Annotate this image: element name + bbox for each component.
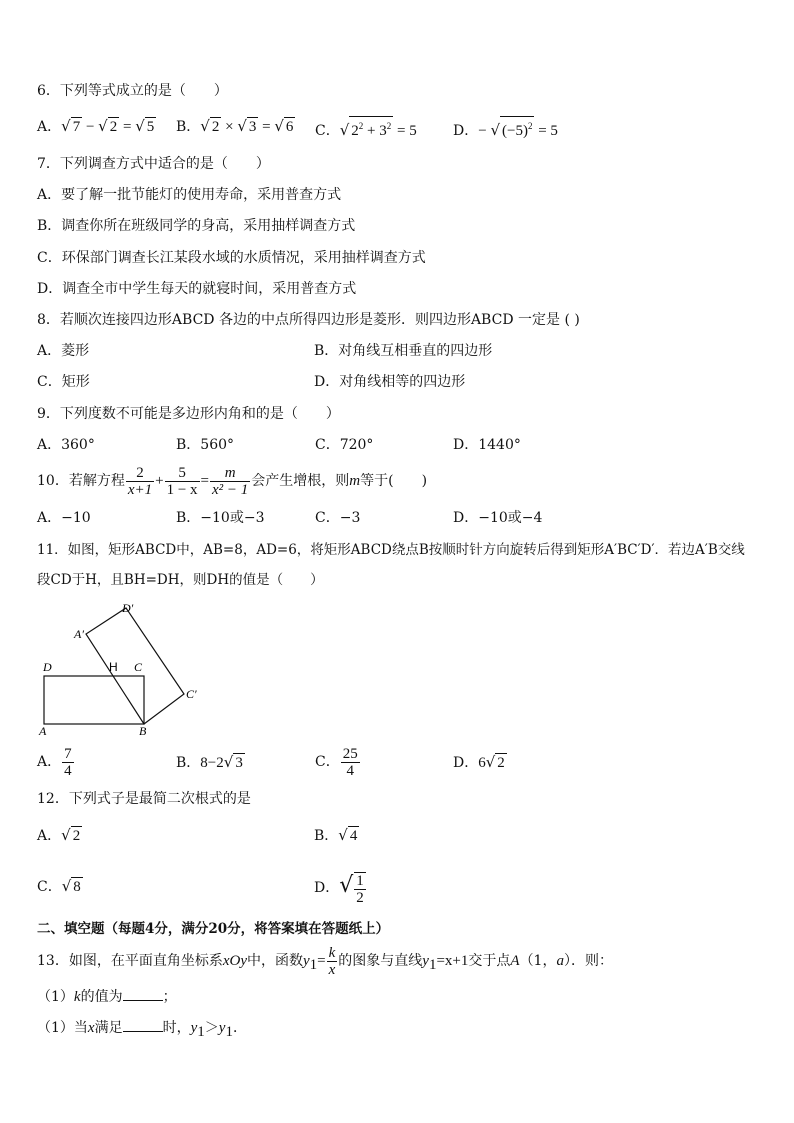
section-2-heading: 二、填空题（每题4分，满分20分，将答案填在答题纸上） bbox=[37, 921, 390, 937]
label-h: H bbox=[109, 660, 118, 674]
q12-stem: 12．下列式子是最简二次根式的是 bbox=[37, 791, 251, 807]
q12-option-c: C．√ 8 bbox=[37, 877, 81, 895]
q9-option-b: B．560° bbox=[176, 437, 235, 453]
label-c: C bbox=[134, 660, 143, 674]
q12-option-d: D．√ $\frac{1}{2}$ bbox=[314, 872, 364, 906]
q11-option-b: B．8−2√ 3 bbox=[176, 753, 243, 771]
q9-option-a: A．360° bbox=[37, 437, 95, 453]
q6-option-b: B．√ 2 × √ 3 = √ 6 bbox=[176, 117, 294, 135]
q13-part-2: （1）当x满足 时，$y_1>y_1$． bbox=[37, 1017, 247, 1042]
q11-stem-line2: 段CD于H，且BH=DH，则DH的值是（ ） bbox=[37, 572, 324, 588]
q7-option-d: D．调查全市中学生每天的就寝时间，采用普查方式 bbox=[37, 281, 357, 297]
q11-stem-line1: 11．如图，矩形ABCD中，AB=8，AD=6，将矩形ABCD绕点B按顺时针方向旋转后得到矩形A′BC′D′．若边A′B交线 bbox=[37, 542, 745, 558]
q9-option-d: D．1440° bbox=[453, 437, 521, 453]
q6-option-c: C．√ $2^2 + 3^2 = 5$ bbox=[315, 116, 417, 141]
q10-option-b: B．−10或−3 bbox=[176, 510, 265, 526]
label-d-prime: D′ bbox=[122, 601, 134, 615]
q10-option-c: C．−3 bbox=[315, 510, 361, 526]
q6-stem: 6．下列等式成立的是（ ） bbox=[37, 83, 228, 99]
q8-option-d: D．对角线相等的四边形 bbox=[314, 374, 466, 390]
q8-option-c: C．矩形 bbox=[37, 374, 90, 390]
q13-stem: 13．如图，在平面直角坐标系xOy中，函数$y_1=$ $\frac{k}{x}$ 的图象与直线$y_1=x+1$交于点A（1，a）．则： bbox=[37, 944, 613, 978]
q11-option-c: C． $\frac{25}{4}$ bbox=[315, 745, 358, 779]
q9-stem: 9．下列度数不可能是多边形内角和的是（ ） bbox=[37, 406, 340, 422]
q11-option-d: D．6√ 2 bbox=[453, 753, 505, 771]
q11-option-a: A． $\frac{7}{4}$ bbox=[37, 745, 72, 779]
q12-option-a: A．√ 2 bbox=[37, 826, 81, 844]
label-a: A bbox=[39, 724, 47, 738]
q12-option-b: B．√ 4 bbox=[314, 826, 358, 844]
q10-option-d: D．−10或−4 bbox=[453, 510, 543, 526]
q7-stem: 7．下列调查方式中适合的是（ ） bbox=[37, 156, 270, 172]
label-b: B bbox=[139, 724, 147, 738]
answer-blank-1[interactable] bbox=[123, 986, 163, 1001]
q10-option-a: A．−10 bbox=[37, 510, 91, 526]
label-d: D bbox=[43, 660, 52, 674]
q8-stem: 8．若顺次连接四边形ABCD 各边的中点所得四边形是菱形．则四边形ABCD 一定是 ( ) bbox=[37, 312, 580, 328]
label-c-prime: C′ bbox=[186, 687, 197, 701]
label-a-prime: A′ bbox=[74, 627, 84, 641]
rectangle-rotation-diagram bbox=[36, 598, 216, 743]
q9-option-c: C．720° bbox=[315, 437, 374, 453]
q10-stem: 10．若解方程 $\frac{2}{x+1}$ + $\frac{5}{1 - x}$ = $\frac{m}{\text{x² − 1}}$ 会产生增根，则m等于( ) bbox=[37, 464, 428, 498]
q13-part-1: （1）k的值为 ； bbox=[37, 986, 177, 1007]
q11-figure bbox=[36, 598, 216, 747]
q7-option-c: C．环保部门调查长江某段水域的水质情况，采用抽样调查方式 bbox=[37, 250, 426, 266]
q8-option-b: B．对角线互相垂直的四边形 bbox=[314, 343, 493, 359]
q8-option-a: A．菱形 bbox=[37, 343, 90, 359]
q7-option-a: A．要了解一批节能灯的使用寿命，采用普查方式 bbox=[37, 187, 342, 203]
q7-option-b: B．调查你所在班级同学的身高，采用抽样调查方式 bbox=[37, 218, 356, 234]
q6-option-a: A．√ 7 − √ 2 = √ 5 bbox=[37, 117, 155, 135]
answer-blank-2[interactable] bbox=[123, 1017, 163, 1032]
q6-option-d: D．− √ $(-5)^2 = 5$ bbox=[453, 116, 558, 141]
